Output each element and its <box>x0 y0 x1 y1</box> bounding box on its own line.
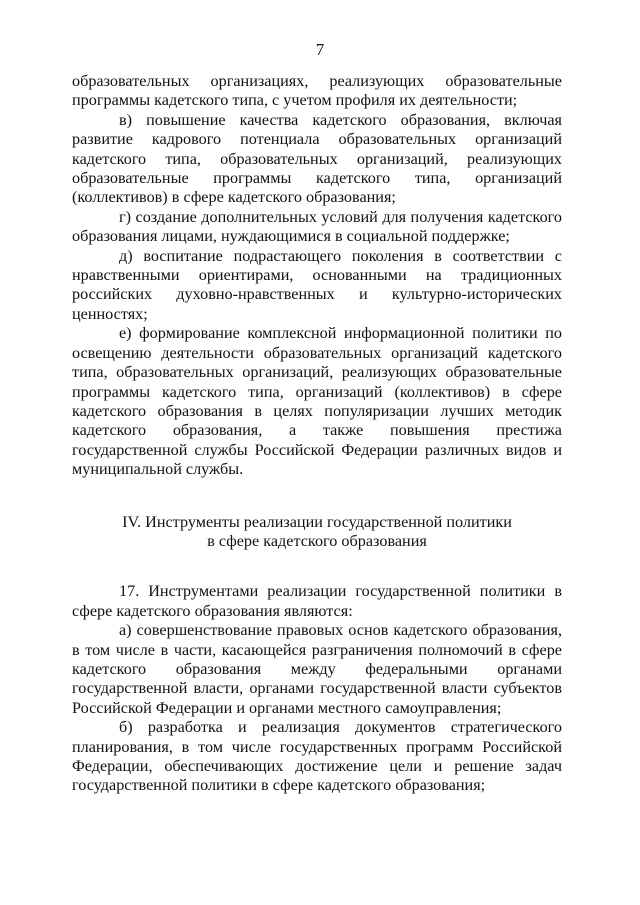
section-heading <box>72 513 562 552</box>
paragraph-item-g: г) создание дополнительных условий для получения кадетского образования лицами, нуждающимися в социальной поддержке; <box>72 207 562 246</box>
section-heading-line1: IV. Инструменты реализации государственной политики <box>122 512 512 531</box>
paragraph-item-d: д) воспитание подрастающего поколения в соответствии с нравственными ориентирами, основанными на традиционных российских духовно-нравственных и культурно-исторических ценностях; <box>72 246 562 323</box>
paragraph-continuation: образовательных организациях, реализующих образовательные программы кадетского типа, с учетом профиля их деятельности; <box>72 72 562 110</box>
paragraph-item-b: б) разработка и реализация документов стратегического планирования, в том числе государственных программ Российской Федерации, обеспечивающих достижение цели и решение задач государственной политики в сфере кадетского образования; <box>72 718 562 795</box>
paragraph-item-v: в) повышение качества кадетского образования, включая развитие кадрового потенциала образовательных организаций кадетского типа, образовательных организаций, реализующих образовательные программы кадетского типа, организаций (коллективов) в сфере кадетского образования; <box>72 110 562 207</box>
paragraphs-top <box>72 72 562 480</box>
section-heading-line2: в сфере кадетского образования <box>207 531 427 550</box>
document-body <box>72 72 562 796</box>
paragraphs-bottom <box>72 582 562 795</box>
page-number: 7 <box>315 40 325 59</box>
paragraph-item-e: е) формирование комплексной информационной политики по освещению деятельности образовательных организаций кадетского типа, образовательных организаций, реализующих образовательные программы кадетского типа, организаций (коллективов) в сфере кадетского образования в целях популяризации лучших методик кадетского образования, а также повышения престижа государственной службы Российской Федерации различных видов и муниципальной службы. <box>72 324 562 479</box>
paragraph-item-a: а) совершенствование правовых основ кадетского образования, в том числе в части, касающейся разграничения полномочий в сфере кадетского образования между федеральными органами государственной власти, органами государственной власти субъектов Российской Федерации и органами местного самоуправления; <box>72 621 562 717</box>
paragraph-17: 17. Инструментами реализации государственной политики в сфере кадетского образования являются: <box>72 582 562 620</box>
